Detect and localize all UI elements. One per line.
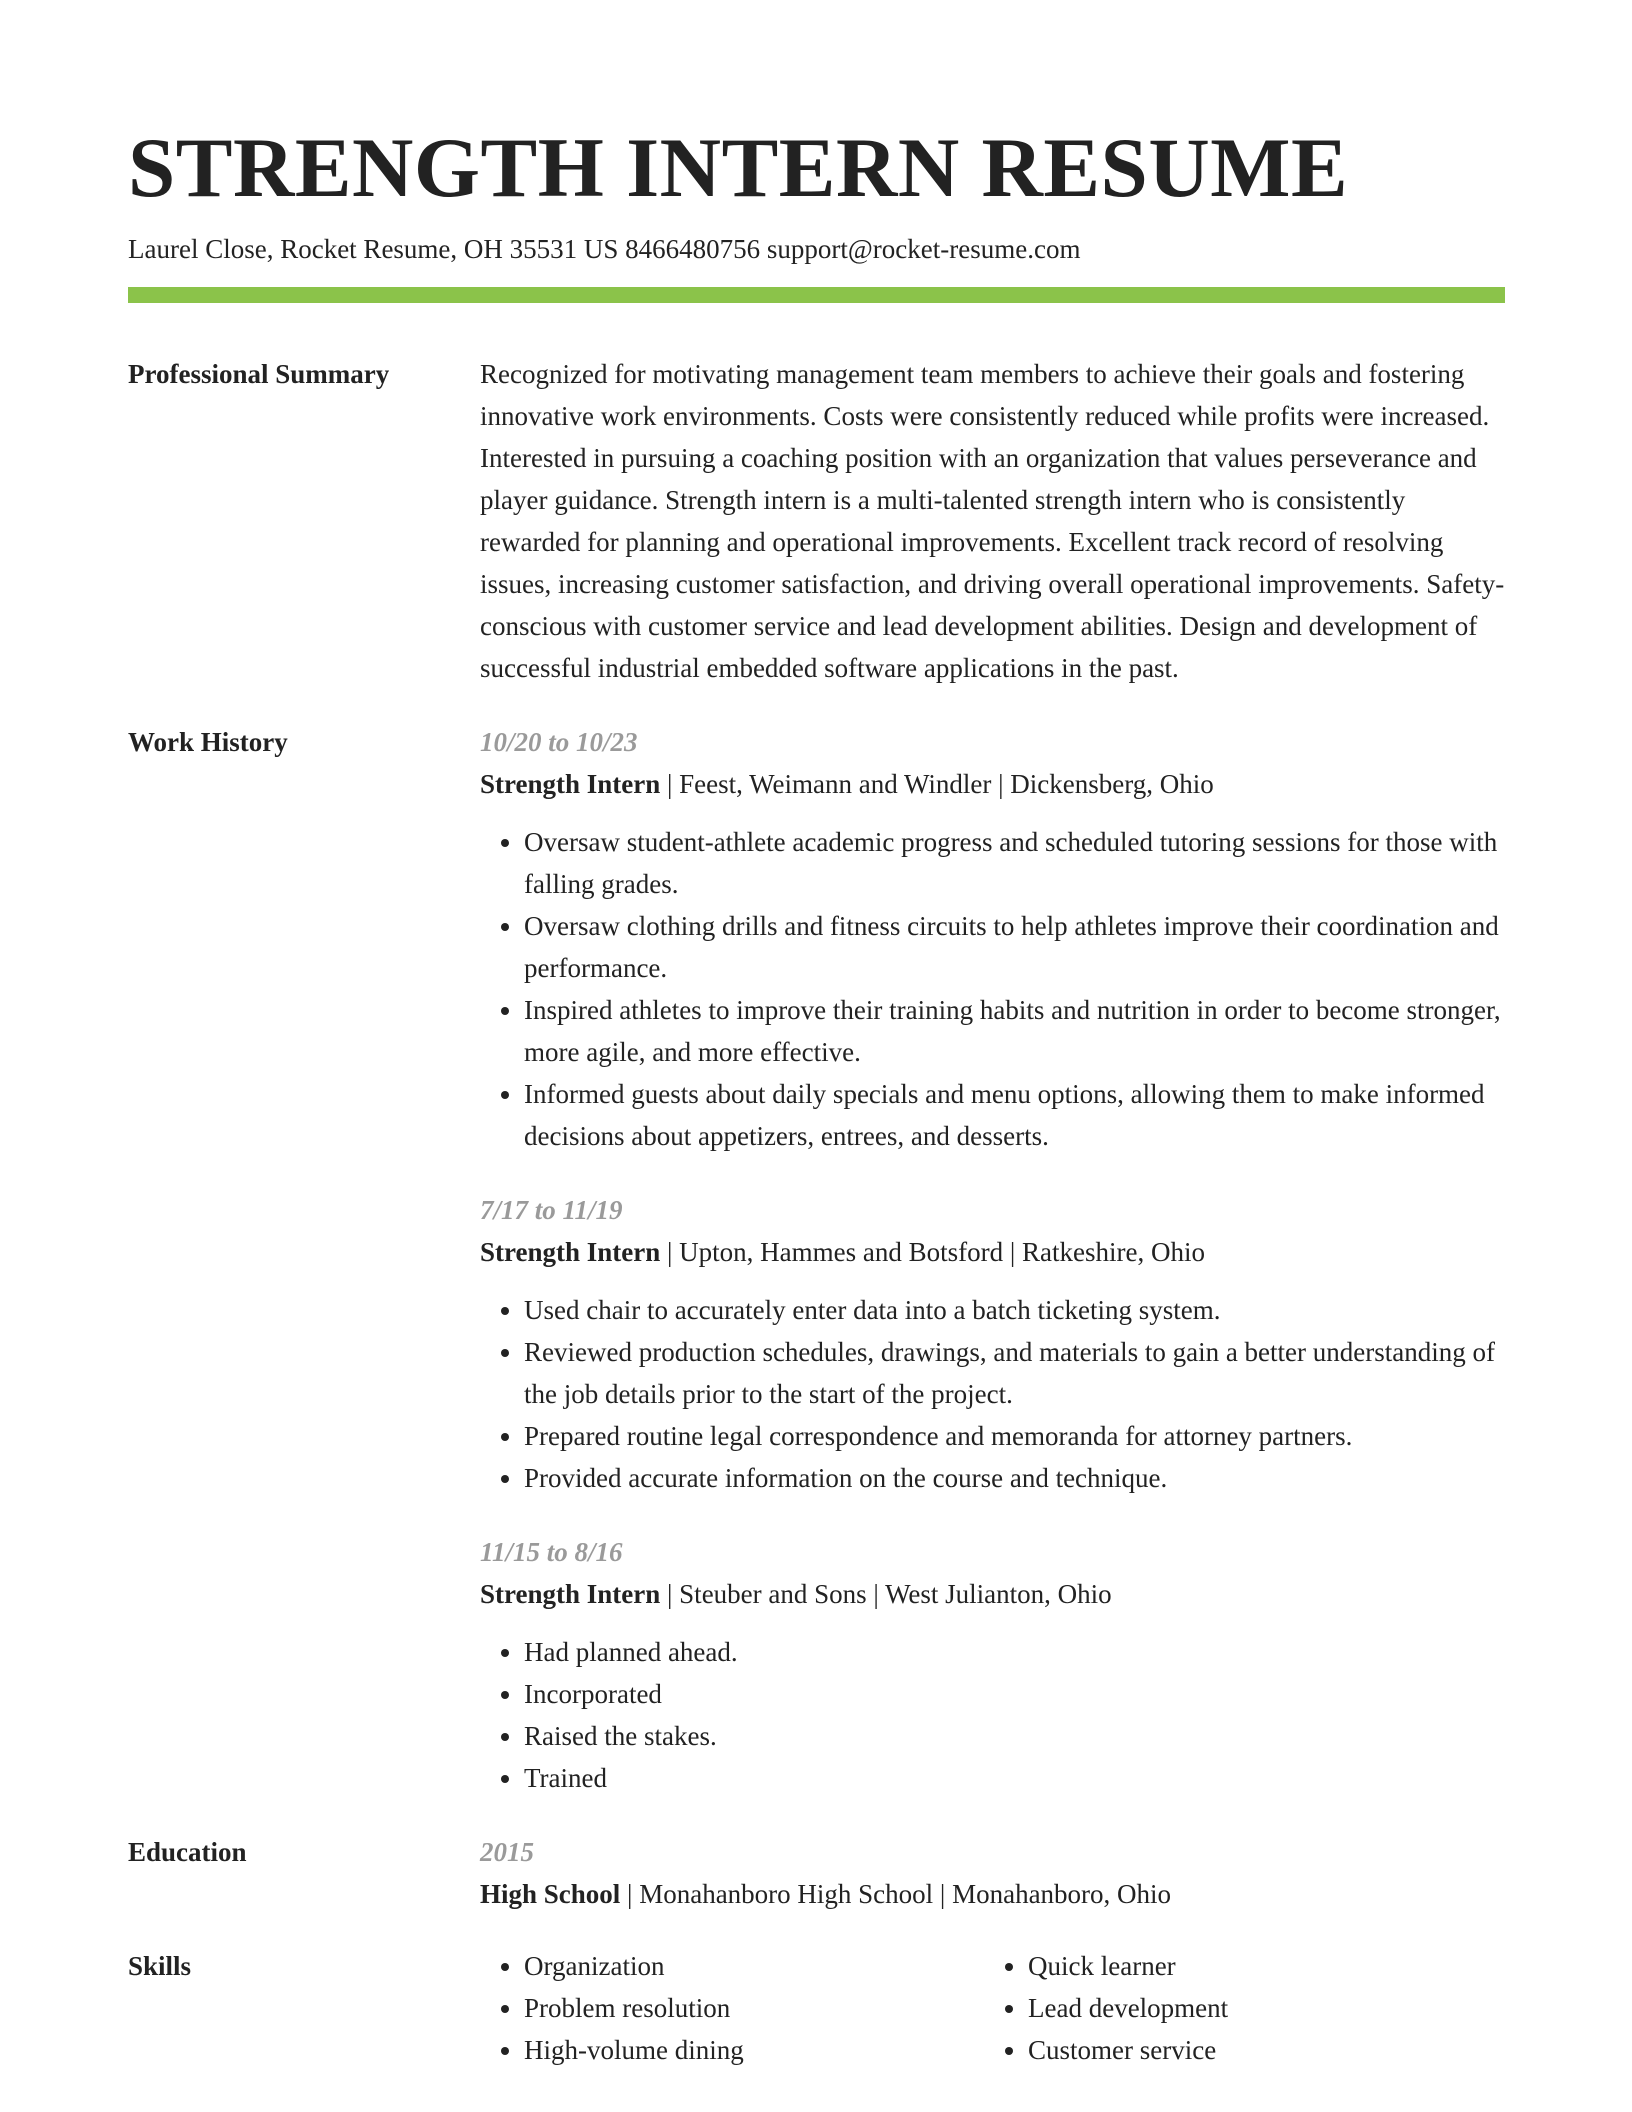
list-item: • Provided accurate information on the course and technique. xyxy=(524,1457,1505,1499)
contact-line: Laurel Close, Rocket Resume, OH 35531 US 8466480756 support@rocket-resume.com xyxy=(128,234,1081,264)
job-dates: 7/17 to 11/19 xyxy=(480,1195,623,1225)
job-title: Strength Intern xyxy=(480,1579,661,1609)
education-heading xyxy=(480,1873,1505,1915)
job-details: | Steuber and Sons | West Julianton, Ohio xyxy=(660,1579,1112,1609)
list-item: • Oversaw clothing drills and fitness circuits to help athletes improve their coordination and performance. xyxy=(524,905,1505,989)
list-item: • Lead development xyxy=(1028,1987,1488,2029)
skills-section xyxy=(128,1945,1505,2071)
job-bullets xyxy=(480,821,1505,1157)
job-bullets xyxy=(480,1289,1505,1499)
job-heading xyxy=(480,763,1505,805)
education-section xyxy=(128,1831,1505,1915)
list-item: • Organization xyxy=(524,1945,984,1987)
work-history-section xyxy=(128,721,1505,1799)
list-item: • Raised the stakes. xyxy=(524,1715,1505,1757)
job-title: Strength Intern xyxy=(480,769,661,799)
job-details: | Upton, Hammes and Botsford | Ratkeshire, Ohio xyxy=(660,1237,1205,1267)
job-title: Strength Intern xyxy=(480,1237,661,1267)
header-divider xyxy=(128,287,1505,303)
list-item: • Informed guests about daily specials and menu options, allowing them to make informed decisions about appetizers, entrees, and desserts. xyxy=(524,1073,1505,1157)
summary-section xyxy=(128,353,1505,689)
education-body xyxy=(480,1831,1505,1915)
job-bullets xyxy=(480,1631,1505,1799)
job-dates: 11/15 to 8/16 xyxy=(480,1537,623,1567)
work-history-body xyxy=(480,721,1505,1799)
summary-text: Recognized for motivating management team members to achieve their goals and fostering innovative work environments. Costs were consistently reduced while profits were increased. Interested in pursuing a coaching position with an organization that values perseverance and player guidance. Strength intern is a multi-talented strength intern who is consistently rewarded for planning and operational improvements. Excellent track record of resolving issues, increasing customer satisfaction, and driving overall operational improvements. Safety-conscious with customer service and lead development abilities. Design and development of successful industrial embedded software applications in the past. xyxy=(480,359,1505,683)
job-details: | Feest, Weimann and Windler | Dickensberg, Ohio xyxy=(660,769,1214,799)
job-entry xyxy=(480,721,1505,1157)
skills-body xyxy=(480,1945,1505,2071)
job-dates: 10/20 to 10/23 xyxy=(480,727,638,757)
list-item: • Prepared routine legal correspondence and memoranda for attorney partners. xyxy=(524,1415,1505,1457)
resume-page xyxy=(128,118,1505,2071)
job-entry xyxy=(480,1189,1505,1499)
list-item: • Reviewed production schedules, drawings, and materials to gain a better understanding of the job details prior to the start of the project. xyxy=(524,1331,1505,1415)
job-heading xyxy=(480,1231,1505,1273)
list-item: • High-volume dining xyxy=(524,2029,984,2071)
list-item: • Had planned ahead. xyxy=(524,1631,1505,1673)
section-label-work-history: Work History xyxy=(128,727,288,757)
section-label-summary: Professional Summary xyxy=(128,359,390,389)
list-item: • Inspired athletes to improve their training habits and nutrition in order to become stronger, more agile, and more effective. xyxy=(524,989,1505,1073)
list-item: • Oversaw student-athlete academic progress and scheduled tutoring sessions for those with falling grades. xyxy=(524,821,1505,905)
skills-columns xyxy=(480,1945,1505,2071)
list-item: • Trained xyxy=(524,1757,1505,1799)
section-label-skills: Skills xyxy=(128,1951,192,1981)
job-heading xyxy=(480,1573,1505,1615)
section-label-education: Education xyxy=(128,1837,247,1867)
list-item: • Problem resolution xyxy=(524,1987,984,2029)
skills-list-left xyxy=(480,1945,984,2071)
list-item: • Quick learner xyxy=(1028,1945,1488,1987)
list-item: • Customer service xyxy=(1028,2029,1488,2071)
list-item: • Used chair to accurately enter data into a batch ticketing system. xyxy=(524,1289,1505,1331)
education-degree: High School xyxy=(480,1879,621,1909)
resume-title: STRENGTH INTERN RESUME xyxy=(128,121,1349,215)
list-item: • Incorporated xyxy=(524,1673,1505,1715)
job-entry xyxy=(480,1531,1505,1799)
education-year: 2015 xyxy=(480,1837,534,1867)
skills-list-right xyxy=(984,1945,1488,2071)
education-details: | Monahanboro High School | Monahanboro, Ohio xyxy=(620,1879,1172,1909)
